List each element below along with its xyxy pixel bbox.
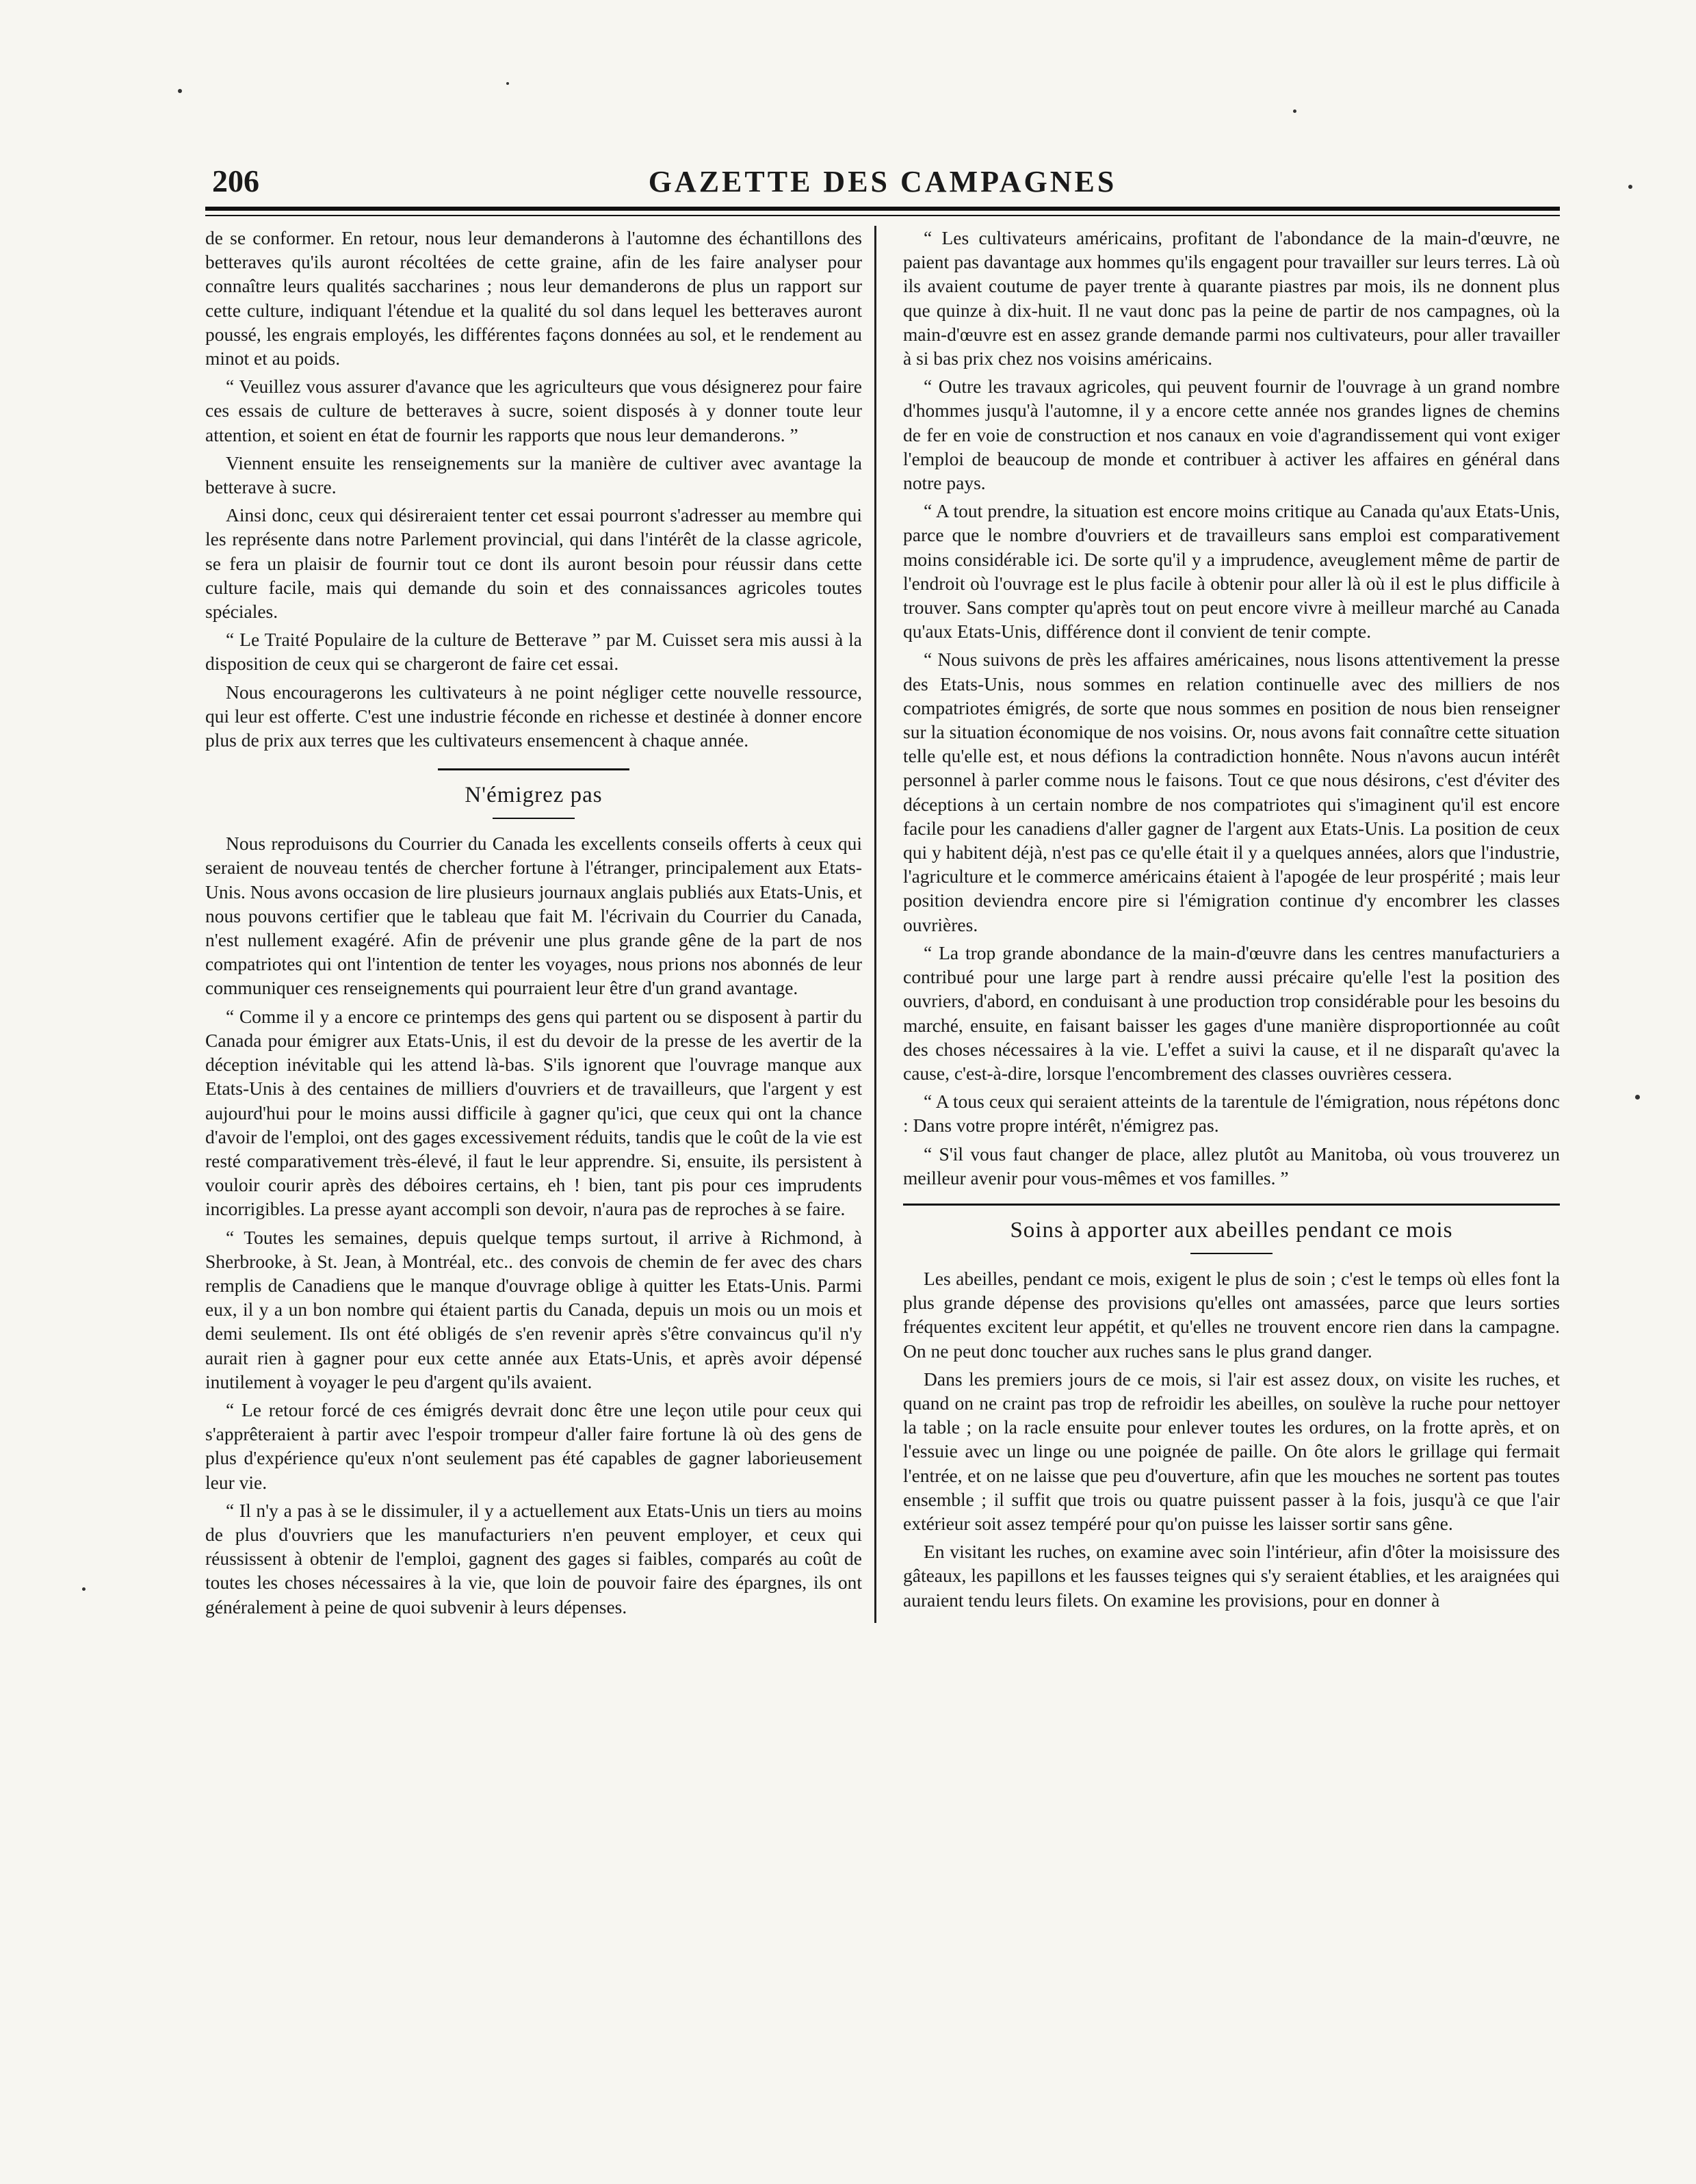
section-rule — [903, 1204, 1560, 1206]
body-paragraph: “ Comme il y a encore ce printemps des gens qui partent ou se disposent à partir du Canada pour émigrer aux Etats-Unis, il est du devoir de la presse de les avertir de la déception inévitable qui les attend là-bas. S'ils ignorent que l'ouvrage manque aux Etats-Unis à des centaines de milliers d'ouvriers et de travailleurs, que l'argent y est aujourd'hui pour le moins aussi difficile à gagner qu'ici, que ceux qui ont la chance d'avoir de l'emploi, ont des gages excessivement réduits, tandis que le coût de la vie est resté comparativement très-élevé, il faut le leur apprendre. Si, ensuite, ils persistent à vouloir courir après des déboires certains, eh ! bien, tant pis pour ces imprudents incorrigibles. La presse ayant accompli son devoir, n'aura pas de reproches à se faire. — [205, 1005, 862, 1220]
section-rule-small — [493, 818, 575, 819]
scan-speck — [1635, 1095, 1640, 1100]
article-title-abeilles: Soins à apporter aux abeilles pendant ce mois — [1010, 1217, 1453, 1243]
scan-speck — [178, 89, 182, 93]
column-divider — [874, 226, 876, 1623]
scan-speck — [1628, 185, 1632, 189]
section-rule-small — [1190, 1253, 1273, 1254]
left-column — [205, 226, 862, 1623]
body-paragraph: de se conformer. En retour, nous leur demanderons à l'automne des échantillons des betteraves qu'ils auront récoltées de cette graine, afin de les faire analyser pour connaître leurs qualités saccharines ; nous leur demanderons de plus un rapport sur cette culture, indiquant l'étendue et la qualité du sol dans lequel les betteraves auront poussé, les engrais employés, les différentes façons données au sol, et le rendement au minot et au poids. — [205, 227, 862, 369]
body-paragraph: “ Les cultivateurs américains, profitant de l'abondance de la main-d'œuvre, ne paient pas davantage aux hommes qu'ils engagent pour travailler sur leurs terres. Là où ils avaient coutume de payer trente à quarante piastres par mois, ils ne donnent plus que quinze à dix-huit. Il ne vaut donc pas la peine de partir de nos campagnes, où la main-d'œuvre est en assez grande demande parmi nos cultivateurs, pour aller travailler à si bas prix chez nos voisins américains. — [903, 227, 1560, 369]
scan-speck — [1293, 109, 1296, 113]
body-paragraph: “ Il n'y a pas à se le dissimuler, il y a actuellement aux Etats-Unis un tiers au moins de plus d'ouvriers que les manufacturiers n'en peuvent employer, et ceux qui réussissent à obtenir de l'emploi, gagnent des gages si faibles, comparés au coût de toutes les choses nécessaires à la vie, que loin de pouvoir faire des épargnes, ils ont généralement à peine de quoi subvenir à leurs dépenses. — [205, 1499, 862, 1617]
header-rule — [205, 207, 1560, 211]
body-paragraph: “ Le retour forcé de ces émigrés devrait donc être une leçon utile pour ceux qui s'apprêteraient à partir avec l'espoir trompeur d'aller faire fortune là où des gens de plus d'expérience qu'eux n'ont seulement pas été capables de gagner laborieusement leur vie. — [205, 1399, 862, 1493]
body-paragraph: “ A tous ceux qui seraient atteints de la tarentule de l'émigration, nous répétons donc : Dans votre propre intérêt, n'émigrez pas. — [903, 1091, 1560, 1136]
columns — [205, 226, 1560, 1623]
article-title-emigrez: N'émigrez pas — [465, 783, 603, 808]
scan-speck — [82, 1587, 86, 1591]
body-paragraph: “ Toutes les semaines, depuis quelque temps surtout, il arrive à Richmond, à Sherbrooke, à St. Jean, à Montréal, etc.. des convois de chemin de fer avec des chars remplis de Canadiens que le manque d'ouvrage oblige à quitter les Etats-Unis. Parmi eux, il y a un bon nombre qui étaient partis du Canada, depuis un mois ou un mois et demi seulement. Ils ont été obligés de s'en revenir après s'être convaincus qu'il n'y aurait rien à gagner pour eux cette année aux Etats-Unis, et après avoir dépensé inutilement à voyager le peu d'argent qu'ils avaient. — [205, 1226, 862, 1392]
body-paragraph: Nous reproduisons du Courrier du Canada les excellents conseils offerts à ceux qui seraient de nouveau tentés de chercher fortune à l'étranger, principalement aux Etats-Unis. Nous avons occasion de lire plusieurs journaux anglais publiés aux Etats-Unis, et nous pouvons certifier que le tableau que fait M. l'écrivain du Courrier du Canada, n'est nullement exagéré. Afin de prévenir une plus grande gêne de la part de nos compatriotes qui ont l'intention de tenter les voyages, nous prions nos abonnés de leur communiquer ces renseignements qui pourraient leur être d'un grand avantage. — [205, 833, 862, 999]
body-paragraph: Les abeilles, pendant ce mois, exigent le plus de soin ; c'est le temps où elles font la plus grande dépense des provisions qu'elles ont amassées, parce que leurs sorties fréquentes excitent leur appétit, et qu'elles ne trouvent encore rien dans la campagne. On ne peut donc toucher aux ruches sans le plus grand danger. — [903, 1267, 1560, 1362]
body-paragraph: “ Veuillez vous assurer d'avance que les agriculteurs que vous désignerez pour faire ces essais de culture de betteraves à sucre, soient disposés à y donner toute leur attention, et soient en état de fournir les rapports que nous leur demanderons. ” — [205, 376, 862, 445]
body-paragraph: Viennent ensuite les renseignements sur la manière de cultiver avec avantage la betterave à sucre. — [205, 452, 862, 498]
body-paragraph: “ Nous suivons de près les affaires américaines, nous lisons attentivement la presse des Etats-Unis, nous sommes en relation continuelle avec des milliers de nos compatriotes émigrés, de sorte que nous sommes en position de nous bien renseigner sur la situation économique de nos voisins. Or, nous avons fait connaître cette situation telle qu'elle est, et nous défions la contradiction honnête. Nous n'avons aucun intérêt personnel à parler comme nous le faisons. Tout ce que nous désirons, c'est d'éviter des déceptions à un certain nombre de nos compatriotes qui s'imaginent qu'il est encore facile pour les canadiens d'aller gagner de l'argent aux Etats-Unis. La position de ceux qui y habitent déjà, n'est pas ce qu'elle était il y a quelques années, alors que l'industrie, l'agriculture et le commerce américains étaient à l'apogée de leur prospérité ; mais leur position deviendra encore pire si l'émigration continue d'y encombrer les classes ouvrières. — [903, 649, 1560, 935]
body-paragraph: “ Outre les travaux agricoles, qui peuvent fournir de l'ouvrage à un grand nombre d'hommes jusqu'à l'automne, il y a encore cette année nos grandes lignes de chemins de fer en voie de construction et nos canaux en voie d'agrandissement qui vont exiger l'emploi de beaucoup de monde et contribuer à activer les affaires en général dans notre pays. — [903, 376, 1560, 494]
page-header — [205, 157, 1560, 201]
body-paragraph: Nous encouragerons les cultivateurs à ne point négliger cette nouvelle ressource, qui leur est offerte. C'est une industrie féconde en richesse et destinée à donner encore plus de prix aux terres que les cultivateurs ensemencent à chaque année. — [205, 681, 862, 751]
body-paragraph: “ A tout prendre, la situation est encore moins critique au Canada qu'aux Etats-Unis, parce que le nombre d'ouvriers et de travailleurs sans emploi est comparativement moins considérable ici. De sorte qu'il y a imprudence, aveuglement même de partir de l'endroit où l'ouvrage est le plus facile à obtenir pour aller là où il est le plus difficile à trouver. Sans compter qu'après tout on peut encore vivre à meilleur marché au Canada qu'aux Etats-Unis, différence dont il convient de tenir compte. — [903, 500, 1560, 642]
body-paragraph: Dans les premiers jours de ce mois, si l'air est assez doux, on visite les ruches, et quand on ne craint pas trop de refroidir les abeilles, on soulève la ruche pour nettoyer la table ; on la racle ensuite pour enlever toutes les ordures, on la frotte après, et on l'essuie avec un linge ou une poignée de paille. On ôte alors le grillage qui fermait l'entrée, et on ne laisse que peu d'ouverture, afin que les mouches ne sortent pas toutes ensemble ; il suffit que trois ou quatre puissent passer à la fois, jusqu'à ce que l'air extérieur soit assez tempéré pour qu'on puisse les laisser sortir sans gêne. — [903, 1368, 1560, 1534]
right-column — [903, 226, 1560, 1623]
scan-speck — [506, 82, 509, 85]
journal-title: GAZETTE DES CAMPAGNES — [648, 165, 1117, 198]
page-number: 206 — [212, 164, 259, 198]
section-rule — [438, 768, 629, 770]
body-paragraph: “ Le Traité Populaire de la culture de Betterave ” par M. Cuisset sera mis aussi à la disposition de ceux qui se chargeront de faire cet essai. — [205, 629, 862, 675]
header-rule-thin — [205, 215, 1560, 216]
body-paragraph: Ainsi donc, ceux qui désireraient tenter cet essai pourront s'adresser au membre qui les représente dans notre Parlement provincial, qui dans l'intérêt de la classe agricole, se fera un plaisir de fournir tout ce dont ils auront besoin pour réussir dans cette culture facile, mais qui demande du soin et des connaissances agricoles toutes spéciales. — [205, 504, 862, 623]
body-paragraph: “ La trop grande abondance de la main-d'œuvre dans les centres manufacturiers a contribué pour une large part à rendre aussi précaire qu'elle l'est la position des ouvriers, d'abord, en conduisant à une production trop considérable pour les besoins du marché, ensuite, en faisant baisser les gages d'une manière disproportionnée au coût des choses nécessaires à la vie. L'effet a suivi la cause, et il ne disparaît qu'avec la cause, c'est-à-dire, lorsque l'encombrement des classes ouvrières cessera. — [903, 941, 1560, 1084]
newspaper-page — [205, 157, 1560, 2087]
body-paragraph: “ S'il vous faut changer de place, allez plutôt au Manitoba, où vous trouverez un meilleur avenir pour vous-mêmes et vos familles. ” — [903, 1143, 1560, 1188]
body-paragraph: En visitant les ruches, on examine avec soin l'intérieur, afin d'ôter la moisissure des gâteaux, les papillons et les fausses teignes qui s'y seraient établies, et les araignées qui auraient tendu leurs filets. On examine les provisions, pour en donner à — [903, 1541, 1560, 1611]
